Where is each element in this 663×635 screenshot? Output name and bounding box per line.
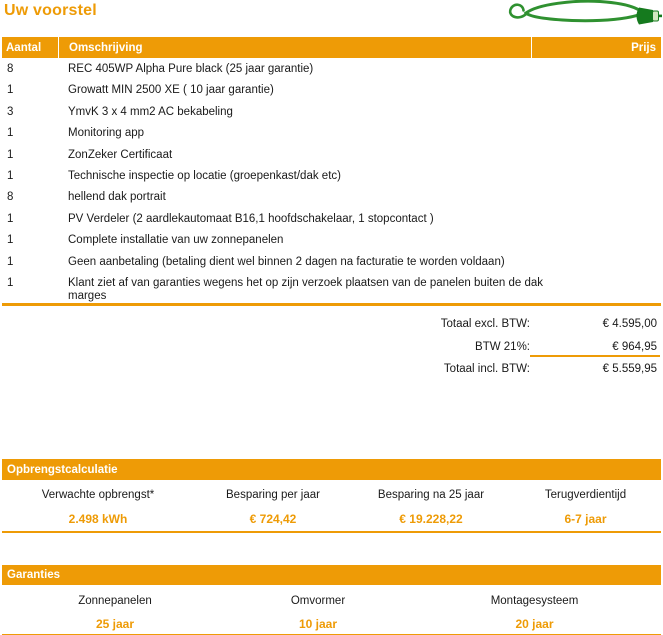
warranty-section-title: Garanties (7, 569, 61, 581)
item-qty: 1 (7, 276, 14, 289)
item-qty: 1 (7, 255, 14, 268)
yield-col-value: € 724,42 (249, 512, 297, 526)
item-qty: 1 (7, 127, 14, 140)
table-row (2, 79, 661, 100)
warranty-col-value: 25 jaar (95, 617, 135, 631)
warranty-col-label: Zonnepanelen (78, 595, 152, 607)
warranty-section-header (2, 565, 661, 585)
total-value: € 4.595,00 (602, 318, 657, 331)
item-qty: 8 (7, 63, 14, 75)
total-label: BTW 21%: (475, 340, 530, 353)
table-row (2, 229, 661, 250)
yield-col-label: Terugverdientijd (544, 489, 627, 501)
total-label: Totaal excl. BTW: (440, 318, 530, 331)
item-desc: Technische inspectie op locatie (groepenkast/dak etc) (68, 169, 341, 182)
page-title: Uw voorstel (4, 2, 97, 19)
item-desc: REC 405WP Alpha Pure black (25 jaar garantie) (68, 63, 314, 75)
yield-col-label: Besparing na 25 jaar (377, 489, 485, 501)
yield-col-value: 2.498 kWh (68, 512, 128, 526)
plug-body (637, 8, 655, 25)
yield-col-value: € 19.228,22 (399, 512, 463, 526)
item-qty: 1 (7, 234, 14, 247)
item-qty: 8 (7, 191, 14, 204)
items-table (2, 37, 661, 306)
item-desc: PV Verdeler (2 aardlekautomaat B16,1 hoofdschakelaar, 1 stopcontact ) (68, 212, 434, 225)
warranty-col-value: 20 jaar (515, 617, 554, 631)
warranty-columns (2, 585, 661, 634)
yield-section-title: Opbrengstcalculatie (7, 463, 118, 476)
warranty-section (2, 565, 661, 635)
item-qty: 1 (7, 212, 14, 225)
table-row (2, 251, 661, 272)
totals-sum-rule (530, 355, 660, 357)
table-row (2, 165, 661, 186)
item-desc: Klant ziet af van garanties wegens het op zijn verzoek plaatsen van de panelen buiten de dak marges (68, 276, 544, 302)
items-table-header (2, 37, 661, 58)
item-desc: Monitoring app (68, 127, 145, 140)
item-qty: 1 (7, 84, 14, 97)
cable-loop (526, 1, 643, 21)
table-row (2, 101, 661, 122)
total-row-incl-btw (237, 358, 657, 381)
warranty-col-label: Montagesysteem (490, 595, 579, 607)
item-desc: ZonZeker Certificaat (68, 148, 173, 161)
table-row (2, 186, 661, 207)
total-row-excl-btw (237, 313, 657, 336)
item-qty: 1 (7, 169, 14, 182)
cable-curl (510, 5, 527, 18)
yield-col-label: Besparing per jaar (226, 489, 320, 501)
item-desc: Complete installatie van uw zonnepanelen (68, 234, 284, 247)
yield-columns (2, 480, 661, 531)
total-value: € 5.559,95 (602, 363, 657, 376)
total-value: € 964,95 (612, 340, 657, 353)
total-label: Totaal incl. BTW: (443, 363, 530, 376)
plug-tip (653, 11, 659, 21)
power-plug-icon (504, 0, 662, 27)
totals-block (237, 313, 657, 381)
yield-col-value: 6-7 jaar (564, 512, 607, 526)
item-desc: Geen aanbetaling (betaling dient wel binnen 2 dagen na facturatie te worden voldaan) (68, 255, 505, 268)
item-qty: 1 (7, 148, 14, 161)
item-qty: 3 (7, 105, 14, 118)
warranty-col-value: 10 jaar (298, 617, 338, 631)
table-row (2, 122, 661, 143)
item-desc: hellend dak portrait (68, 191, 166, 204)
table-row (2, 144, 661, 165)
yield-section (2, 459, 661, 533)
table-row (2, 272, 661, 303)
yield-col-label: Verwachte opbrengst* (41, 489, 155, 501)
item-desc: YmvK 3 x 4 mm2 AC bekabeling (68, 105, 233, 118)
item-desc: Growatt MIN 2500 XE ( 10 jaar garantie) (68, 84, 274, 97)
table-row (2, 208, 661, 229)
table-row (2, 58, 661, 79)
column-header-prijs: Prijs (531, 37, 661, 58)
plug-prong (658, 15, 662, 18)
column-header-omschrijving: Omschrijving (58, 37, 531, 58)
column-header-aantal: Aantal (6, 41, 42, 54)
yield-section-header (2, 459, 661, 480)
warranty-col-label: Omvormer (290, 595, 346, 607)
